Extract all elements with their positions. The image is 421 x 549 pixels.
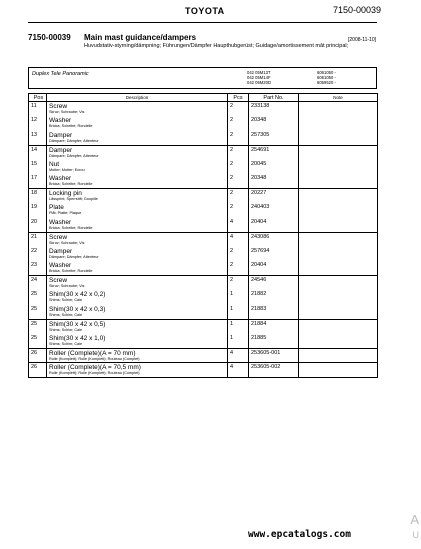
row-part-number: 243086 — [249, 232, 299, 247]
row-description — [47, 290, 228, 305]
row-pcs: 4 — [228, 218, 249, 233]
row-description — [47, 203, 228, 218]
model-info-box — [28, 67, 377, 89]
row-description — [47, 319, 228, 334]
row-pcs: 2 — [228, 102, 249, 117]
model-code-a: 042 05M13T — [247, 70, 271, 75]
table-row — [29, 290, 378, 305]
header-part-number: Part No. — [249, 94, 299, 102]
row-note — [299, 290, 378, 305]
row-pos: 11 — [29, 102, 47, 117]
row-note — [299, 232, 378, 247]
table-row — [29, 189, 378, 204]
part-translations: Shims; Schim; Cale — [49, 327, 83, 332]
row-pos: 17 — [29, 174, 47, 189]
part-translations: Bricka; Scheibe; Rondelle — [49, 225, 93, 230]
part-translations: Skruv; Schraube; Vis — [49, 240, 85, 245]
row-note — [299, 276, 378, 291]
row-pcs: 2 — [228, 131, 249, 146]
row-pcs: 4 — [228, 363, 249, 378]
row-pos: 13 — [29, 131, 47, 146]
document-title: Main mast guidance/dampers — [84, 33, 197, 42]
row-description — [47, 261, 228, 276]
row-part-number: 257694 — [249, 247, 299, 262]
row-note — [299, 247, 378, 262]
row-description — [47, 232, 228, 247]
model-code-b: 6061050 - — [317, 75, 336, 80]
row-pos: 23 — [29, 261, 47, 276]
table-row — [29, 174, 378, 189]
table-row — [29, 145, 378, 160]
row-pcs: 4 — [228, 232, 249, 247]
row-pos: 26 — [29, 363, 47, 378]
row-note — [299, 203, 378, 218]
footer-url: www.epcatalogs.com — [248, 529, 351, 540]
part-name: Shim(30 x 42 x 0,3) — [49, 305, 106, 313]
row-note — [299, 261, 378, 276]
part-name: Washer — [49, 117, 72, 124]
row-note — [299, 189, 378, 204]
row-description — [47, 116, 228, 131]
part-translations: Mutter; Mutter; Ecrou — [49, 167, 85, 172]
table-row — [29, 160, 378, 175]
row-note — [299, 218, 378, 233]
row-description — [47, 348, 228, 363]
part-name: Roller (Complete)(A = 70 mm) — [49, 349, 136, 357]
brand-name: TOYOTA — [185, 6, 225, 16]
part-translations: Bricka; Scheibe; Rondelle — [49, 269, 93, 273]
parts-table-header — [29, 94, 378, 102]
table-row — [29, 247, 378, 262]
row-note — [299, 131, 378, 146]
row-part-number: 253605-001 — [249, 348, 299, 363]
row-note — [299, 116, 378, 131]
part-translations: Dämpare; Dämpfer; Attenteur — [49, 153, 99, 158]
row-note — [299, 174, 378, 189]
row-part-number: 21885 — [249, 334, 299, 349]
row-part-number: 21883 — [249, 305, 299, 320]
table-row — [29, 131, 378, 146]
row-pos: 20 — [29, 218, 47, 233]
part-translations: Plåt; Platte; Plaque — [49, 211, 82, 215]
row-pos: 22 — [29, 247, 47, 262]
header-document-number: 7150-00039 — [332, 5, 381, 15]
header-pcs: Pcs — [228, 94, 249, 102]
row-part-number: 233138 — [249, 102, 299, 117]
table-row — [29, 261, 378, 276]
table-row — [29, 218, 378, 233]
part-name: Washer — [49, 262, 72, 269]
row-part-number: 240403 — [249, 203, 299, 218]
row-description — [47, 363, 228, 378]
row-pcs: 1 — [228, 305, 249, 320]
row-pcs: 2 — [228, 247, 249, 262]
row-pos: 25 — [29, 334, 47, 349]
part-name: Screw — [49, 103, 68, 110]
row-part-number: 20404 — [249, 218, 299, 233]
part-name: Screw — [49, 277, 68, 284]
row-pos: 25 — [29, 319, 47, 334]
table-row — [29, 276, 378, 291]
table-row — [29, 102, 378, 117]
row-part-number: 20348 — [249, 174, 299, 189]
row-description — [47, 160, 228, 175]
table-row — [29, 363, 378, 378]
row-part-number: 253605-002 — [249, 363, 299, 378]
part-name: Roller (Complete)(A = 70,5 mm) — [49, 364, 141, 371]
row-note — [299, 160, 378, 175]
part-name: Washer — [49, 218, 72, 226]
row-pcs: 2 — [228, 189, 249, 204]
row-description — [47, 174, 228, 189]
model-name: Duplex Tele Panoramic — [32, 71, 89, 77]
row-pos: 12 — [29, 116, 47, 131]
table-row — [29, 319, 378, 334]
document-date: [2008-11-10] — [348, 37, 376, 43]
part-name: Plate — [49, 204, 64, 211]
part-name: Nut — [49, 160, 60, 168]
page-edge-mark: A — [410, 512, 419, 527]
row-pos: 25 — [29, 305, 47, 320]
document-subtitle: Huvudstativ-styrning/dämpning; Führungen/Dämpfer Haupthubgerüst; Guidage/amortissement mât principal; — [84, 43, 349, 49]
part-translations: Shims; Schim; Cale — [49, 341, 83, 346]
row-note — [299, 348, 378, 363]
part-name: Locking pin — [49, 190, 82, 197]
header-divider — [28, 22, 377, 23]
part-translations: Skruv; Schraube; Vis — [49, 110, 85, 114]
row-pcs: 2 — [228, 160, 249, 175]
part-name: Screw — [49, 233, 68, 241]
row-description — [47, 145, 228, 160]
row-pcs: 1 — [228, 290, 249, 305]
row-pcs: 2 — [228, 203, 249, 218]
part-translations: Rulle (Komplett); Rolle (Komplett); Rouleau (Complet) — [49, 356, 140, 361]
row-pos: 25 — [29, 290, 47, 305]
row-pcs: 4 — [228, 348, 249, 363]
row-pcs: 2 — [228, 276, 249, 291]
row-note — [299, 305, 378, 320]
row-description — [47, 102, 228, 117]
part-name: Shim(30 x 42 x 1,0) — [49, 334, 106, 342]
table-row — [29, 305, 378, 320]
row-description — [47, 276, 228, 291]
row-part-number: 20348 — [249, 116, 299, 131]
page-edge-mark: U — [412, 530, 419, 540]
row-part-number: 254691 — [249, 145, 299, 160]
part-name: Washer — [49, 175, 72, 182]
table-row — [29, 334, 378, 349]
row-pos: 15 — [29, 160, 47, 175]
part-translations: Låssprint; Sperrstift; Goupille — [49, 197, 98, 201]
row-part-number: 21882 — [249, 290, 299, 305]
model-code-a: 042 05M14F — [247, 75, 271, 80]
row-part-number: 20227 — [249, 189, 299, 204]
row-part-number: 24546 — [249, 276, 299, 291]
row-note — [299, 363, 378, 378]
row-pos: 14 — [29, 145, 47, 160]
part-translations: Skruv; Schraube; Vis — [49, 284, 85, 288]
model-code-a: 042 05M20D — [247, 80, 271, 85]
row-part-number: 257305 — [249, 131, 299, 146]
row-pcs: 2 — [228, 116, 249, 131]
row-pcs: 2 — [228, 145, 249, 160]
row-pcs: 2 — [228, 174, 249, 189]
part-name: Shim(30 x 42 x 0,2) — [49, 291, 106, 298]
model-code-b: 6059520 - — [317, 80, 336, 85]
row-pos: 21 — [29, 232, 47, 247]
part-translations: Shims; Schim; Cale — [49, 298, 83, 302]
table-row — [29, 232, 378, 247]
row-pos: 24 — [29, 276, 47, 291]
row-pos: 18 — [29, 189, 47, 204]
part-translations: Rulle (Komplett); Rolle (Komplett); Rouleau (Complet) — [49, 371, 140, 375]
row-part-number: 20404 — [249, 261, 299, 276]
part-name: Damper — [49, 146, 73, 154]
part-translations: Bricka; Scheibe; Rondelle — [49, 124, 93, 128]
part-translations: Shims; Schim; Cale — [49, 312, 83, 317]
row-note — [299, 319, 378, 334]
table-row — [29, 116, 378, 131]
row-description — [47, 189, 228, 204]
table-row — [29, 348, 378, 363]
part-name: Damper — [49, 131, 73, 139]
row-pos: 26 — [29, 348, 47, 363]
part-translations: Dämpare; Dämpfer; Attenteur — [49, 138, 99, 143]
row-pcs: 1 — [228, 334, 249, 349]
row-description — [47, 305, 228, 320]
row-part-number: 20045 — [249, 160, 299, 175]
table-row — [29, 203, 378, 218]
row-description — [47, 247, 228, 262]
row-note — [299, 334, 378, 349]
row-description — [47, 131, 228, 146]
parts-table — [28, 93, 378, 378]
row-pos: 19 — [29, 203, 47, 218]
header-note: Note — [299, 94, 378, 102]
part-name: Damper — [49, 247, 73, 255]
document-code: 7150-00039 — [28, 33, 71, 42]
row-pcs: 2 — [228, 261, 249, 276]
row-note — [299, 145, 378, 160]
header-pos: Pos — [29, 94, 47, 102]
row-description — [47, 218, 228, 233]
part-name: Shim(30 x 42 x 0,5) — [49, 320, 106, 328]
header-description: Description — [47, 94, 228, 102]
model-code-b: 6061050 - — [317, 70, 336, 75]
row-pcs: 1 — [228, 319, 249, 334]
row-description — [47, 334, 228, 349]
row-part-number: 21884 — [249, 319, 299, 334]
part-translations: Dämpare; Dämpfer; Attenteur — [49, 254, 99, 259]
part-translations: Bricka; Scheibe; Rondelle — [49, 182, 93, 186]
row-note — [299, 102, 378, 117]
